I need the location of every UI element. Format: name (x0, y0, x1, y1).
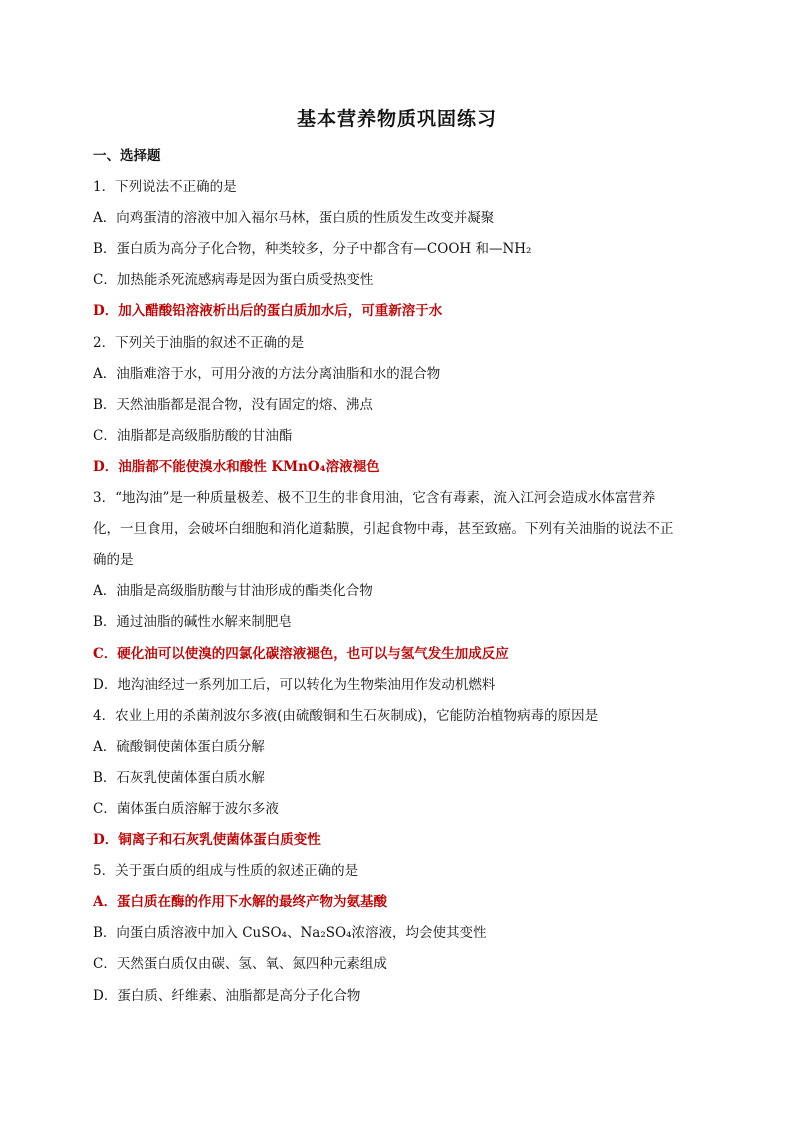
option-text: B．石灰乳使菌体蛋白质水解 (93, 769, 265, 786)
option-text: B．通过油脂的碱性水解来制肥皂 (93, 614, 292, 631)
answer-option: D．铜离子和石灰乳使菌体蛋白质变性 (93, 832, 321, 849)
question-text: 确的是 (93, 552, 134, 569)
option-text: D．蛋白质、纤维素、油脂都是高分子化合物 (93, 987, 361, 1004)
page-title: 基本营养物质巩固练习 (296, 108, 497, 130)
question-text: 4．农业上用的杀菌剂波尔多液(由硫酸铜和生石灰制成)，它能防治植物病毒的原因是 (93, 707, 599, 724)
option-text: D．地沟油经过一系列加工后，可以转化为生物柴油用作发动机燃料 (93, 676, 496, 693)
option-text: B．蛋白质为高分子化合物，种类较多，分子中都含有—COOH 和—NH₂ (93, 241, 532, 258)
option-text: C．加热能杀死流感病毒是因为蛋白质受热变性 (93, 272, 374, 289)
section-heading: 一、选择题 (93, 148, 161, 164)
option-text: A．向鸡蛋清的溶液中加入福尔马林，蛋白质的性质发生改变并凝聚 (93, 210, 495, 227)
option-text: A．油脂是高级脂肪酸与甘油形成的酯类化合物 (93, 583, 373, 600)
question-list (93, 141, 713, 1012)
question-text: 5．关于蛋白质的组成与性质的叙述正确的是 (93, 863, 359, 880)
answer-option: C．硬化油可以使溴的四氯化碳溶液褪色，也可以与氢气发生加成反应 (93, 645, 509, 662)
option-text: B．天然油脂都是混合物，没有固定的熔、沸点 (93, 396, 373, 413)
answer-option: D．油脂都不能使溴水和酸性 KMnO₄溶液褪色 (93, 458, 380, 475)
question-text: 化，一旦食用，会破坏白细胞和消化道黏膜，引起食物中毒，甚至致癌。下列有关油脂的说法不正 (93, 521, 674, 538)
option-text: C．菌体蛋白质溶解于波尔多液 (93, 800, 279, 817)
question-text: 3．“地沟油”是一种质量极差、极不卫生的非食用油，它含有毒素，流入江河会造成水体富营养 (93, 490, 656, 507)
question-text: 2．下列关于油脂的叙述不正确的是 (93, 334, 305, 351)
option-text: A．油脂难溶于水，可用分液的方法分离油脂和水的混合物 (93, 365, 441, 382)
question-text: 1．下列说法不正确的是 (93, 179, 237, 196)
option-text: A．硫酸铜使菌体蛋白质分解 (93, 738, 265, 755)
answer-option: A．蛋白质在酶的作用下水解的最终产物为氨基酸 (93, 894, 387, 911)
option-text: C．天然蛋白质仅由碳、氢、氧、氮四种元素组成 (93, 956, 387, 973)
option-text: B．向蛋白质溶液中加入 CuSO₄、Na₂SO₄浓溶液，均会使其变性 (93, 925, 487, 942)
option-text: C．油脂都是高级脂肪酸的甘油酯 (93, 427, 293, 444)
answer-option: D．加入醋酸铅溶液析出后的蛋白质加水后，可重新溶于水 (93, 303, 443, 320)
